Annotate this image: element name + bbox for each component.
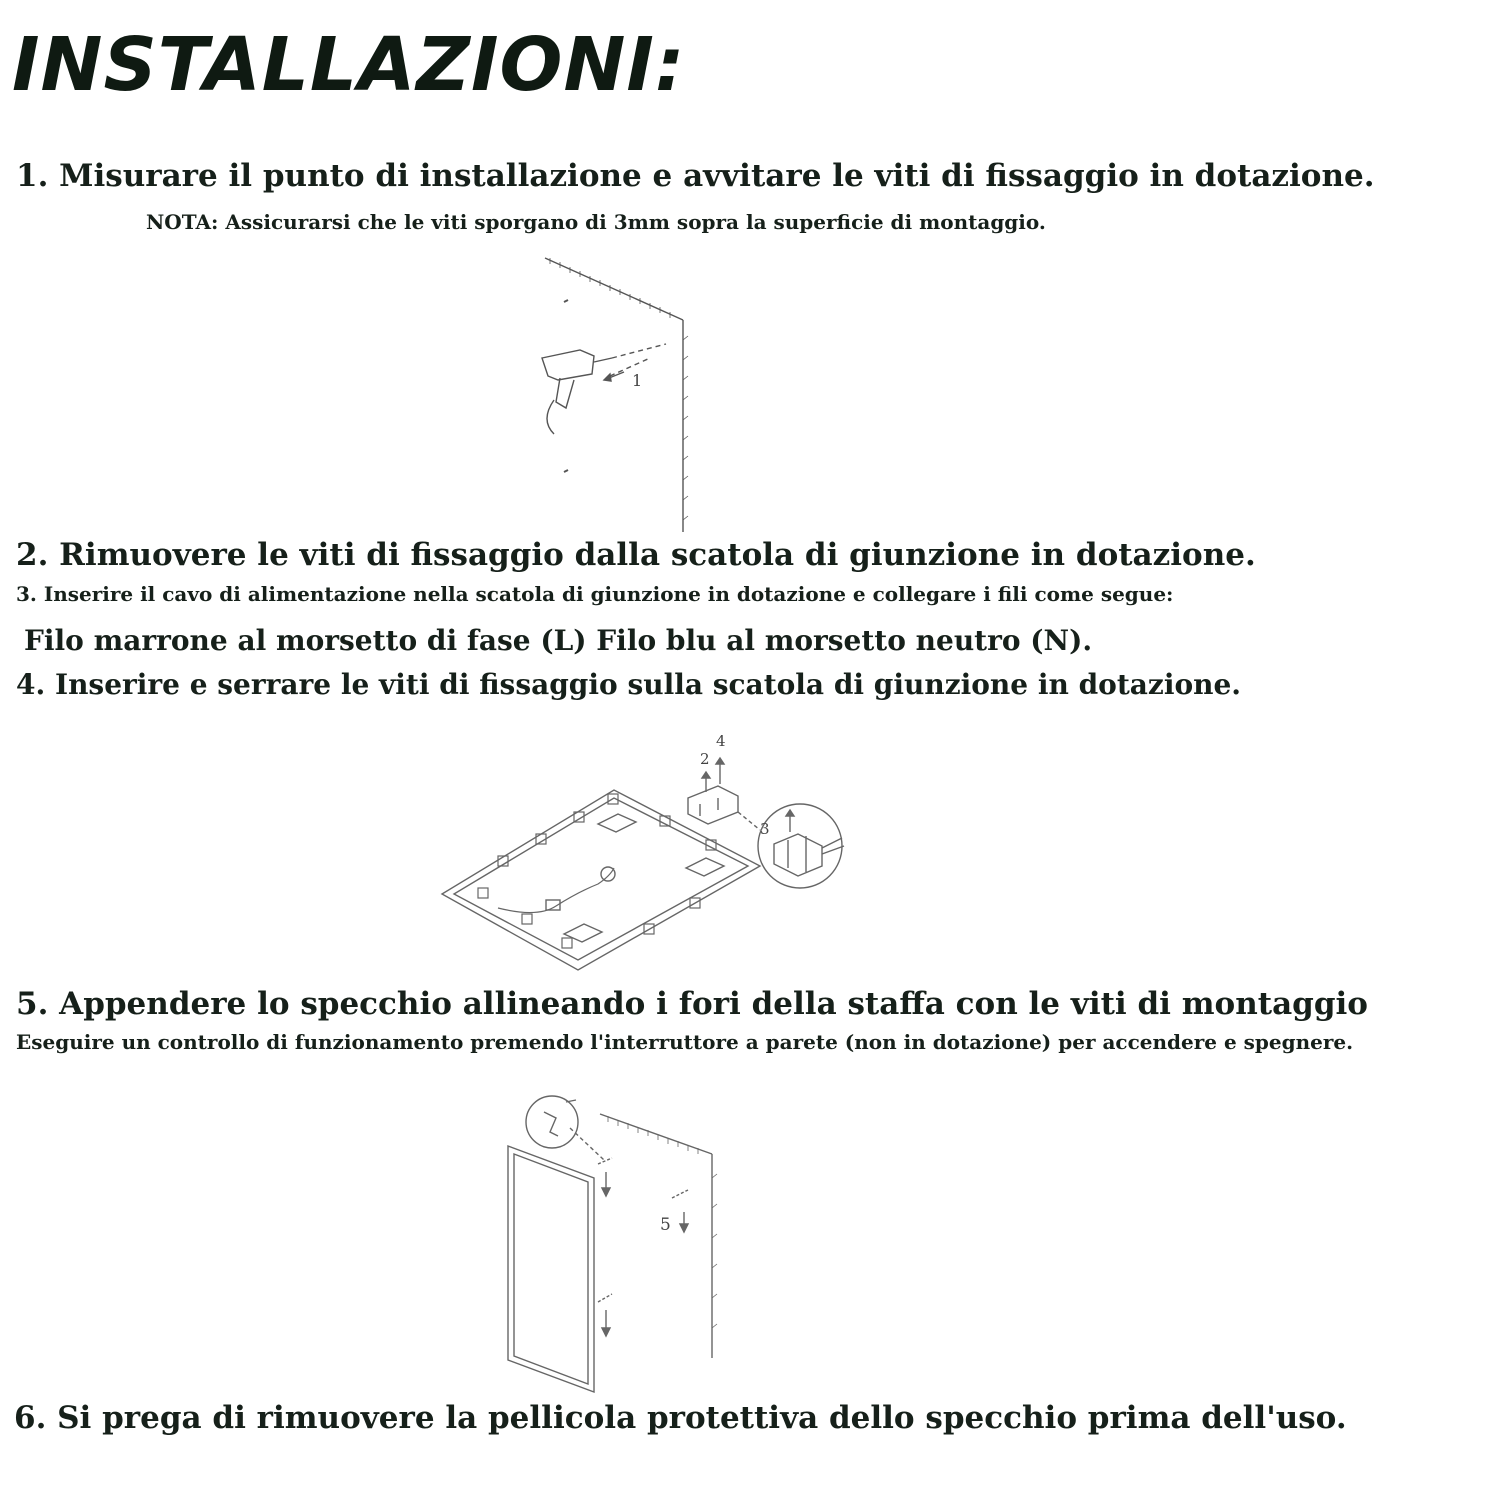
figure-1-step-mark: 1 [632, 371, 643, 390]
step-5-text: 5. Appendere lo specchio allineando i fori della staffa con le viti di montaggio [16, 986, 1368, 1022]
figure-drill-wall [520, 250, 720, 540]
step-1-note: NOTA: Assicurarsi che le viti sporgano di 3mm sopra la superficie di montaggio. [146, 210, 1046, 234]
figure-2-step-mark-3: 3 [760, 820, 770, 838]
figure-2-step-mark-2: 2 [700, 750, 710, 768]
junction-box-illustration-icon [438, 728, 858, 978]
figure-junction-box [438, 728, 858, 978]
figure-3-step-mark: 5 [660, 1215, 671, 1235]
step-3-text: 3. Inserire il cavo di alimentazione nella scatola di giunzione in dotazione e collegare i fili come segue: [16, 582, 1174, 606]
figure-2-step-mark-4: 4 [716, 732, 726, 750]
step-4-text: 4. Inserire e serrare le viti di fissaggio sulla scatola di giunzione in dotazione. [16, 668, 1242, 701]
page-title: INSTALLAZIONI: [12, 22, 686, 108]
hang-mirror-illustration-icon [500, 1088, 740, 1398]
step-3-wires: Filo marrone al morsetto di fase (L) Filo blu al morsetto neutro (N). [24, 624, 1093, 657]
step-6-text: 6. Si prega di rimuovere la pellicola protettiva dello specchio prima dell'uso. [14, 1400, 1347, 1436]
step-2-text: 2. Rimuovere le viti di fissaggio dalla scatola di giunzione in dotazione. [16, 537, 1256, 573]
step-1-text: 1. Misurare il punto di installazione e avvitare le viti di fissaggio in dotazione. [16, 158, 1375, 194]
step-5-note: Eseguire un controllo di funzionamento premendo l'interruttore a parete (non in dotazione) per accendere e spegnere. [16, 1030, 1354, 1054]
figure-hang-mirror [500, 1088, 740, 1398]
drill-illustration-icon [520, 250, 720, 540]
